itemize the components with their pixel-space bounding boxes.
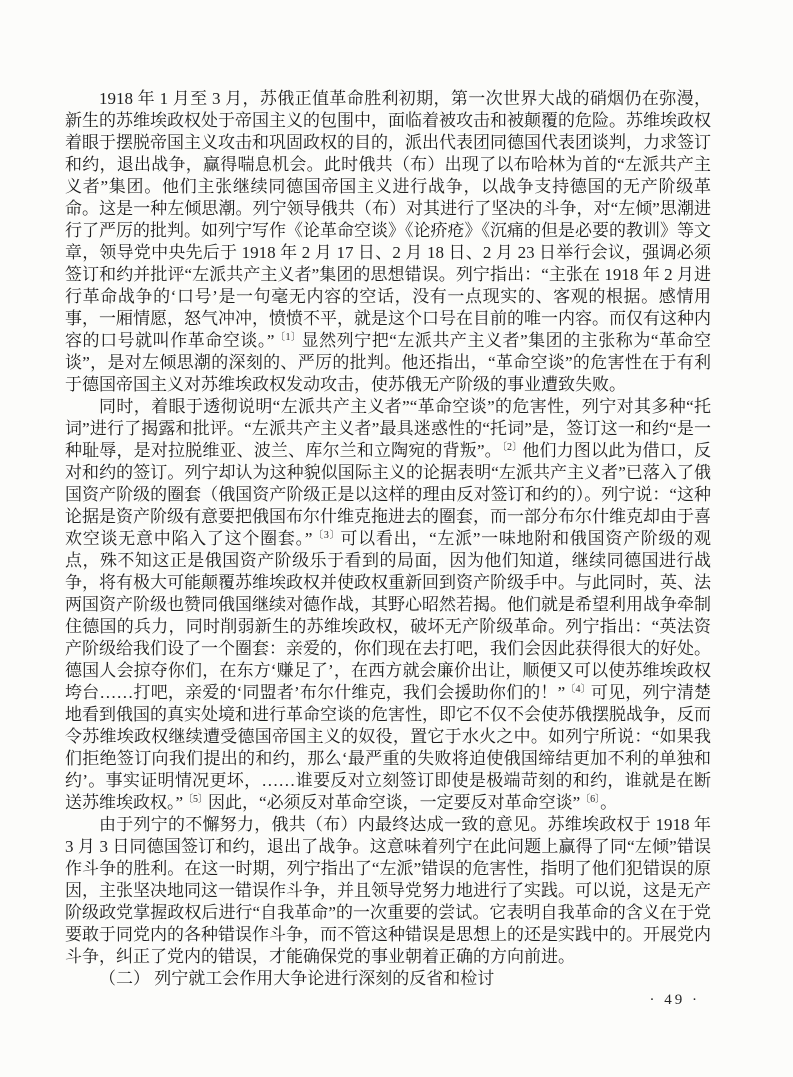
footnote-marker-3: 〔3〕 — [312, 530, 341, 541]
paragraph-3: 由于列宁的不懈努力，俄共（布）内最终达成一致的意见。苏维埃政权于 1918 年 3 月 3 日同德国签订和约，退出了战争。这意味着列宁在此问题上赢得了同“左倾”错误作斗争的胜利。在这一时期，列宁指出了“左派”错误的危害性，指明了他们犯错误的原因，主张坚决地同这一错误作斗争，并且领导党努力地进行了实践。可以说，这是无产阶级政党掌握政权后进行“自我革命”的一次重要的尝试。它表明自我革命的含义在于党要敢于同党内的各种错误作斗争，而不管这种错误是思想上的还是实践中的。开展党内斗争，纠正了党内的错误，才能确保党的事业朝着正确的方向前进。 — [65, 815, 711, 966]
paragraph-2: 同时，着眼于透彻说明“左派共产主义者”“革命空谈”的危害性，列宁对其多种“托词”进行了揭露和批评。“左派共产主义者”最具迷惑性的“托词”是，签订这一和约“是一种耻辱，是对拉脱维亚、波兰、库尔兰和立陶宛的背叛”。$^{〔2〕}$他们力图以此为借口，反对和约的签订。列宁却认为这种貌似国际主义的论据表明“左派共产主义者”已落入了俄国资产阶级的圈套（俄国资产阶级正是以这样的理由反对签订和约的）。列宁说：“这种论据是资产阶级有意要把俄国布尔什维克拖进去的圈套，而一部分布尔什维克却由于喜欢空谈无意中陷入了这个圈套。”$^{〔3〕}$可以看出，“左派”一味地附和俄国资产阶级的观点，殊不知这正是俄国资产阶级乐于看到的局面，因为他们知道，继续同德国进行战争，将有极大可能颠覆苏维埃政权并使政权重新回到资产阶级手中。与此同时，英、法两国资产阶级也赞同俄国继续对德作战，其野心昭然若揭。他们就是希望利用战争牵制住德国的兵力，同时削弱新生的苏维埃政权，破坏无产阶级革命。列宁指出：“英法资产阶级给我们设了一个圈套：亲爱的，你们现在去打吧，我们会因此获得很大的好处。德国人会掠夺你们，在东方‘赚足了’，在西方就会廉价出让，顺便又可以使苏维埃政权垮台……打吧，亲爱的‘同盟者’布尔什维克，我们会援助你们的！”$^{〔4〕}$可见，列宁清楚地看到俄国的真实处境和进行革命空谈的危害性，即它不仅不会使苏俄摆脱战争，反而令苏维埃政权继续遭受德国帝国主义的奴役，置它于水火之中。如列宁所说：“如果我们拒绝签订向我们提出的和约，那么‘最严重的失败将迫使俄国缔结更加不利的单独和约’。事实证明情况更坏，……谁要反对立刻签订即使是极端苛刻的和约，谁就是在断送苏维埃政权。”$^{〔5〕}$因此，“必须反对革命空谈，一定要反对革命空谈”$^{〔6〕}$。 — [65, 397, 712, 812]
footnote-marker-1: 〔1〕 — [274, 332, 302, 343]
footnote-marker-5: 〔5〕 — [183, 794, 209, 805]
footnote-marker-4: 〔4〕 — [565, 684, 591, 695]
article-body — [65, 88, 711, 990]
paragraph-1: 1918 年 1 月至 3 月，苏俄正值革命胜利初期，第一次世界大战的硝烟仍在弥漫，新生的苏维埃政权处于帝国主义的包围中，面临着被攻击和被颠覆的危险。苏维埃政权着眼于摆脱帝国主义攻击和巩固政权的目的，派出代表团同德国代表团谈判，力求签订和约，退出战争，赢得喘息机会。此时俄共（布）出现了以布哈林为首的“左派共产主义者”集团。他们主张继续同德国帝国主义进行战争，以战争支持德国的无产阶级革命。这是一种左倾思潮。列宁领导俄共（布）对其进行了坚决的斗争，对“左倾”思潮进行了严厉的批判。如列宁写作《论革命空谈》《论疥疮》《沉痛的但是必要的教训》等文章，领导党中央先后于 1918 年 2 月 17 日、2 月 18 日、2 月 23 日举行会议，强调必须签订和约并批评“左派共产主义者”集团的思想错误。列宁指出：“主张在 1918 年 2 月进行革命战争的‘口号’是一句毫无内容的空话，没有一点现实的、客观的根据。感情用事，一厢情愿，怒气冲冲，愤愤不平，就是这个口号在目前的唯一内容。而仅有这种内容的口号就叫作革命空谈。”$^{〔1〕}$显然列宁把“左派共产主义者”集团的主张称为“革命空谈”，是对左倾思潮的深刻的、严厉的批判。他还指出，“革命空谈”的危害性在于有利于德国帝国主义对苏维埃政权发动攻击，使苏俄无产阶级的事业遭致失败。 — [65, 89, 712, 394]
page-number: · 49 · — [649, 992, 700, 1008]
section-heading-2: （二） 列宁就工会作用大争论进行深刻的反省和检讨 — [99, 969, 495, 988]
footnote-marker-2: 〔2〕 — [501, 442, 523, 453]
footnote-marker-6: 〔6〕 — [580, 794, 601, 805]
